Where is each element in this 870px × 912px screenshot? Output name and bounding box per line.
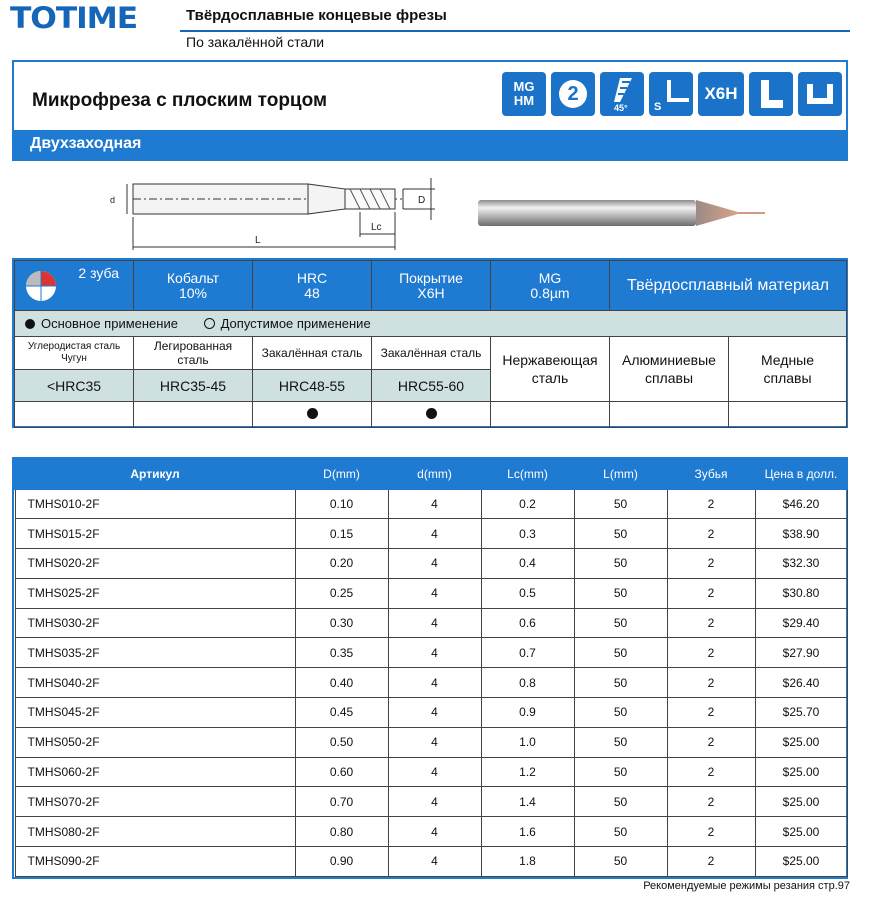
u-shape-icon [798,72,842,116]
tool-drawing [105,172,445,257]
length-cell: 50 [574,787,667,817]
cut-length-cell: 0.2 [481,489,574,519]
shank-cell: 4 [388,698,481,728]
flutes-count: 2 [559,80,587,108]
coating-label: Покрытие [399,269,463,286]
article-cell: TMHS060-2F [15,757,295,787]
shank-cell: 4 [388,757,481,787]
l-bottom [761,100,783,108]
table-row [15,668,847,698]
mark-cell [610,402,729,428]
diameter-cell: 0.45 [295,698,388,728]
cutter-section-icon [21,266,61,306]
mark-cell [134,402,253,428]
article-cell: TMHS045-2F [15,698,295,728]
price-cell: $32.30 [755,549,847,579]
table-row [15,817,847,847]
col-D: D(mm) [295,458,388,489]
cut-length-cell: 1.0 [481,727,574,757]
spec-header-row [15,261,847,311]
col-price: Цена в долл. [755,458,847,489]
diameter-cell: 0.90 [295,847,388,877]
cobalt-cell [134,261,253,311]
material-stainless-l2: сталь [531,370,569,386]
shank-cell: 4 [388,787,481,817]
table-body [15,489,847,876]
square-label: S [654,101,662,113]
table-row [15,727,847,757]
cobalt-label: Кобальт [166,269,220,286]
mark-cell [253,402,372,428]
allowed-use-ring-icon [204,318,215,329]
cobalt-value: 10% [178,284,208,301]
length-cell: 50 [574,817,667,847]
shank-cell: 4 [388,847,481,877]
coating-value: X6H [417,284,445,301]
article-cell: TMHS030-2F [15,608,295,638]
catalog-subtitle: По закалённой стали [186,34,325,50]
diameter-cell: 0.20 [295,549,388,579]
diameter-cell: 0.70 [295,787,388,817]
cut-length-cell: 0.3 [481,519,574,549]
material-alloy-steel [134,337,253,370]
shank-cell: 4 [388,519,481,549]
price-cell: $30.80 [755,578,847,608]
hrc-cell [253,261,372,311]
cut-length-cell: 0.5 [481,578,574,608]
material-cell: Твёрдосплавный материал [610,261,847,311]
teeth-cell: 2 [667,787,755,817]
legend-allowed: Допустимое применение [220,316,371,331]
teeth-cell [15,261,134,311]
price-cell: $25.00 [755,817,847,847]
material-hardened-steel-1: Закалённая сталь [253,337,372,370]
hrc-range-2: HRC35-45 [134,370,253,402]
material-stainless [491,337,610,402]
main-use-dot-icon [426,408,437,419]
article-cell: TMHS010-2F [15,489,295,519]
mark-cell [15,402,134,428]
u-shape [807,84,833,104]
length-cell: 50 [574,578,667,608]
grain-value: 0.8µm [530,284,570,301]
article-cell: TMHS035-2F [15,638,295,668]
length-cell: 50 [574,757,667,787]
square-end-icon [649,72,693,116]
subtitle-band [14,130,846,159]
length-cell: 50 [574,847,667,877]
diameter-cell: 0.25 [295,578,388,608]
col-d: d(mm) [388,458,481,489]
article-cell: TMHS050-2F [15,727,295,757]
cut-length-cell: 0.9 [481,698,574,728]
material-alloy-l1: Легированная [153,339,233,353]
mark-cell [729,402,847,428]
main-use-dot-icon [25,319,35,329]
product-panel [12,60,848,161]
length-cell: 50 [574,727,667,757]
col-teeth: Зубья [667,458,755,489]
length-cell: 50 [574,638,667,668]
table-row [15,757,847,787]
materials-row [15,337,847,370]
drawing-label-L: L [255,235,261,246]
header-divider [180,30,850,32]
hm-label: HM [513,93,535,108]
hrc-range-3: HRC48-55 [253,370,372,402]
shank-cell: 4 [388,608,481,638]
article-cell: TMHS090-2F [15,847,295,877]
cut-length-cell: 0.8 [481,668,574,698]
cut-length-cell: 0.7 [481,638,574,668]
article-cell: TMHS020-2F [15,549,295,579]
hrc-range-4: HRC55-60 [372,370,491,402]
footer-note: Рекомендуемые режимы резания стр.97 [643,880,850,892]
material-copper-l2: сплавы [763,370,812,386]
grain-cell [491,261,610,311]
spec-table [12,258,848,428]
price-cell: $25.00 [755,757,847,787]
length-cell: 50 [574,608,667,638]
material-copper-l1: Медные [760,352,815,368]
legend-row [15,311,847,337]
material-carbon-l2: Чугун [61,353,87,364]
teeth-cell: 2 [667,727,755,757]
legend-main: Основное применение [41,316,178,331]
col-article: Артикул [15,458,295,489]
product-table [12,457,848,879]
teeth-cell: 2 [667,698,755,728]
shank-cell: 4 [388,727,481,757]
marks-row [15,402,847,428]
shank-cell: 4 [388,817,481,847]
teeth-cell: 2 [667,549,755,579]
price-cell: $25.00 [755,847,847,877]
table-row [15,489,847,519]
teeth-cell: 2 [667,817,755,847]
diameter-cell: 0.30 [295,608,388,638]
grain-label: MG [538,269,562,286]
table-row [15,847,847,877]
article-cell: TMHS025-2F [15,578,295,608]
col-Lc: Lc(mm) [481,458,574,489]
shank-cell: 4 [388,578,481,608]
price-cell: $25.00 [755,787,847,817]
shank-cell: 4 [388,549,481,579]
price-cell: $46.20 [755,489,847,519]
table-row [15,519,847,549]
teeth-cell: 2 [667,668,755,698]
helix-angle: 45° [614,103,628,113]
teeth-cell: 2 [667,608,755,638]
price-cell: $25.70 [755,698,847,728]
material-carbon-l1: Углеродистая сталь [27,341,121,352]
diameter-cell: 0.60 [295,757,388,787]
mg-label: MG [513,79,535,94]
material-aluminium-l2: сплавы [644,370,694,386]
material-stainless-l1: Нержавеющая [502,352,598,368]
article-cell: TMHS080-2F [15,817,295,847]
material-copper [729,337,847,402]
material-aluminium [610,337,729,402]
teeth-cell: 2 [667,638,755,668]
material-aluminium-l1: Алюминиевые [622,352,716,368]
coating-cell [372,261,491,311]
diameter-cell: 0.40 [295,668,388,698]
hrc-value: 48 [304,284,320,301]
article-cell: TMHS015-2F [15,519,295,549]
hrc-range-1: <HRC35 [15,370,134,402]
table-row [15,698,847,728]
cut-length-cell: 0.6 [481,608,574,638]
material-hardened-steel-2: Закалённая сталь [372,337,491,370]
catalog-title: Твёрдосплавные концевые фрезы [186,7,447,24]
tool-photo [470,188,770,238]
coating-x6h-icon: X6H [698,72,744,116]
drawing-label-Lc: Lc [371,222,382,233]
shank-cell: 4 [388,489,481,519]
cut-length-cell: 0.4 [481,549,574,579]
corner-shape [667,80,689,102]
diameter-cell: 0.80 [295,817,388,847]
table-header-row [15,458,847,489]
teeth-label: 2 зуба [78,264,119,281]
teeth-cell: 2 [667,519,755,549]
cut-length-cell: 1.2 [481,757,574,787]
price-cell: $38.90 [755,519,847,549]
mark-cell [491,402,610,428]
legend-cell [15,311,847,337]
table-row [15,549,847,579]
shank-cell: 4 [388,638,481,668]
table-row [15,787,847,817]
diameter-cell: 0.35 [295,638,388,668]
product-title: Микрофреза с плоским торцом [32,90,328,111]
diameter-cell: 0.10 [295,489,388,519]
length-cell: 50 [574,698,667,728]
length-cell: 50 [574,668,667,698]
article-cell: TMHS070-2F [15,787,295,817]
main-use-dot-icon [307,408,318,419]
table-row [15,578,847,608]
article-cell: TMHS040-2F [15,668,295,698]
table-row [15,608,847,638]
hrc-label: HRC [296,269,328,286]
table-row [15,638,847,668]
drawing-label-D: D [418,195,426,206]
price-cell: $27.90 [755,638,847,668]
flute-type: Двухзаходная [30,135,142,152]
two-flutes-icon [551,72,595,116]
drawing-label-d: d [110,195,116,205]
cut-length-cell: 1.6 [481,817,574,847]
teeth-cell: 2 [667,757,755,787]
cut-length-cell: 1.8 [481,847,574,877]
length-cell: 50 [574,519,667,549]
mg-hm-icon [502,72,546,116]
feature-icons [502,72,842,116]
material-carbon-steel [15,337,134,370]
teeth-cell: 2 [667,847,755,877]
helix-45-icon [600,72,644,116]
price-cell: $26.40 [755,668,847,698]
col-L: L(mm) [574,458,667,489]
brand-name: TOTIME [10,1,138,35]
mark-cell [372,402,491,428]
price-cell: $29.40 [755,608,847,638]
diameter-cell: 0.15 [295,519,388,549]
brand-logo [10,3,175,33]
cut-length-cell: 1.4 [481,787,574,817]
l-shape-icon [749,72,793,116]
diameter-cell: 0.50 [295,727,388,757]
material-alloy-l2: сталь [177,353,209,367]
price-cell: $25.00 [755,727,847,757]
shank-cell: 4 [388,668,481,698]
length-cell: 50 [574,549,667,579]
teeth-cell: 2 [667,578,755,608]
length-cell: 50 [574,489,667,519]
teeth-cell: 2 [667,489,755,519]
